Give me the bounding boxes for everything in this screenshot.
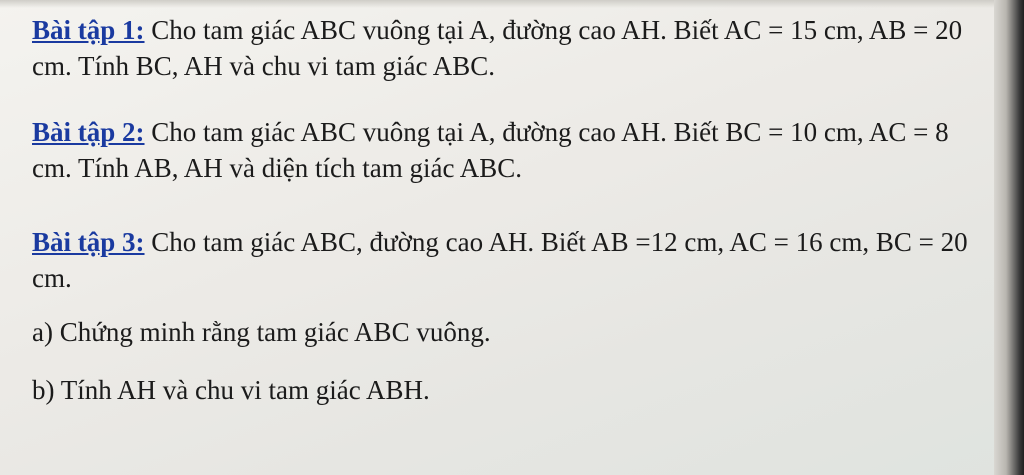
exercise-1-text: Cho tam giác ABC vuông tại A, đường cao AH. Biết AC = 15 cm, AB = 20 cm. Tính BC, AH và chu vi tam giác ABC.	[32, 15, 963, 81]
exercise-2-label: Bài tập 2:	[32, 117, 145, 147]
exercise-2	[32, 114, 992, 186]
exercise-3-part-a: a) Chứng minh rằng tam giác ABC vuông.	[32, 317, 491, 347]
exercise-3-text: Cho tam giác ABC, đường cao AH. Biết AB =12 cm, AC = 16 cm, BC = 20 cm.	[32, 227, 968, 293]
screen-top-edge	[0, 0, 1024, 8]
exercise-3-part-b: b) Tính AH và chu vi tam giác ABH.	[32, 375, 430, 405]
monitor-bezel	[994, 0, 1024, 475]
exercise-3-label: Bài tập 3:	[32, 227, 145, 257]
exercise-1	[32, 12, 992, 84]
exercise-1-label: Bài tập 1:	[32, 15, 145, 45]
exercise-2-text: Cho tam giác ABC vuông tại A, đường cao AH. Biết BC = 10 cm, AC = 8 cm. Tính AB, AH và diện tích tam giác ABC.	[32, 117, 949, 183]
exercise-3	[32, 224, 992, 296]
